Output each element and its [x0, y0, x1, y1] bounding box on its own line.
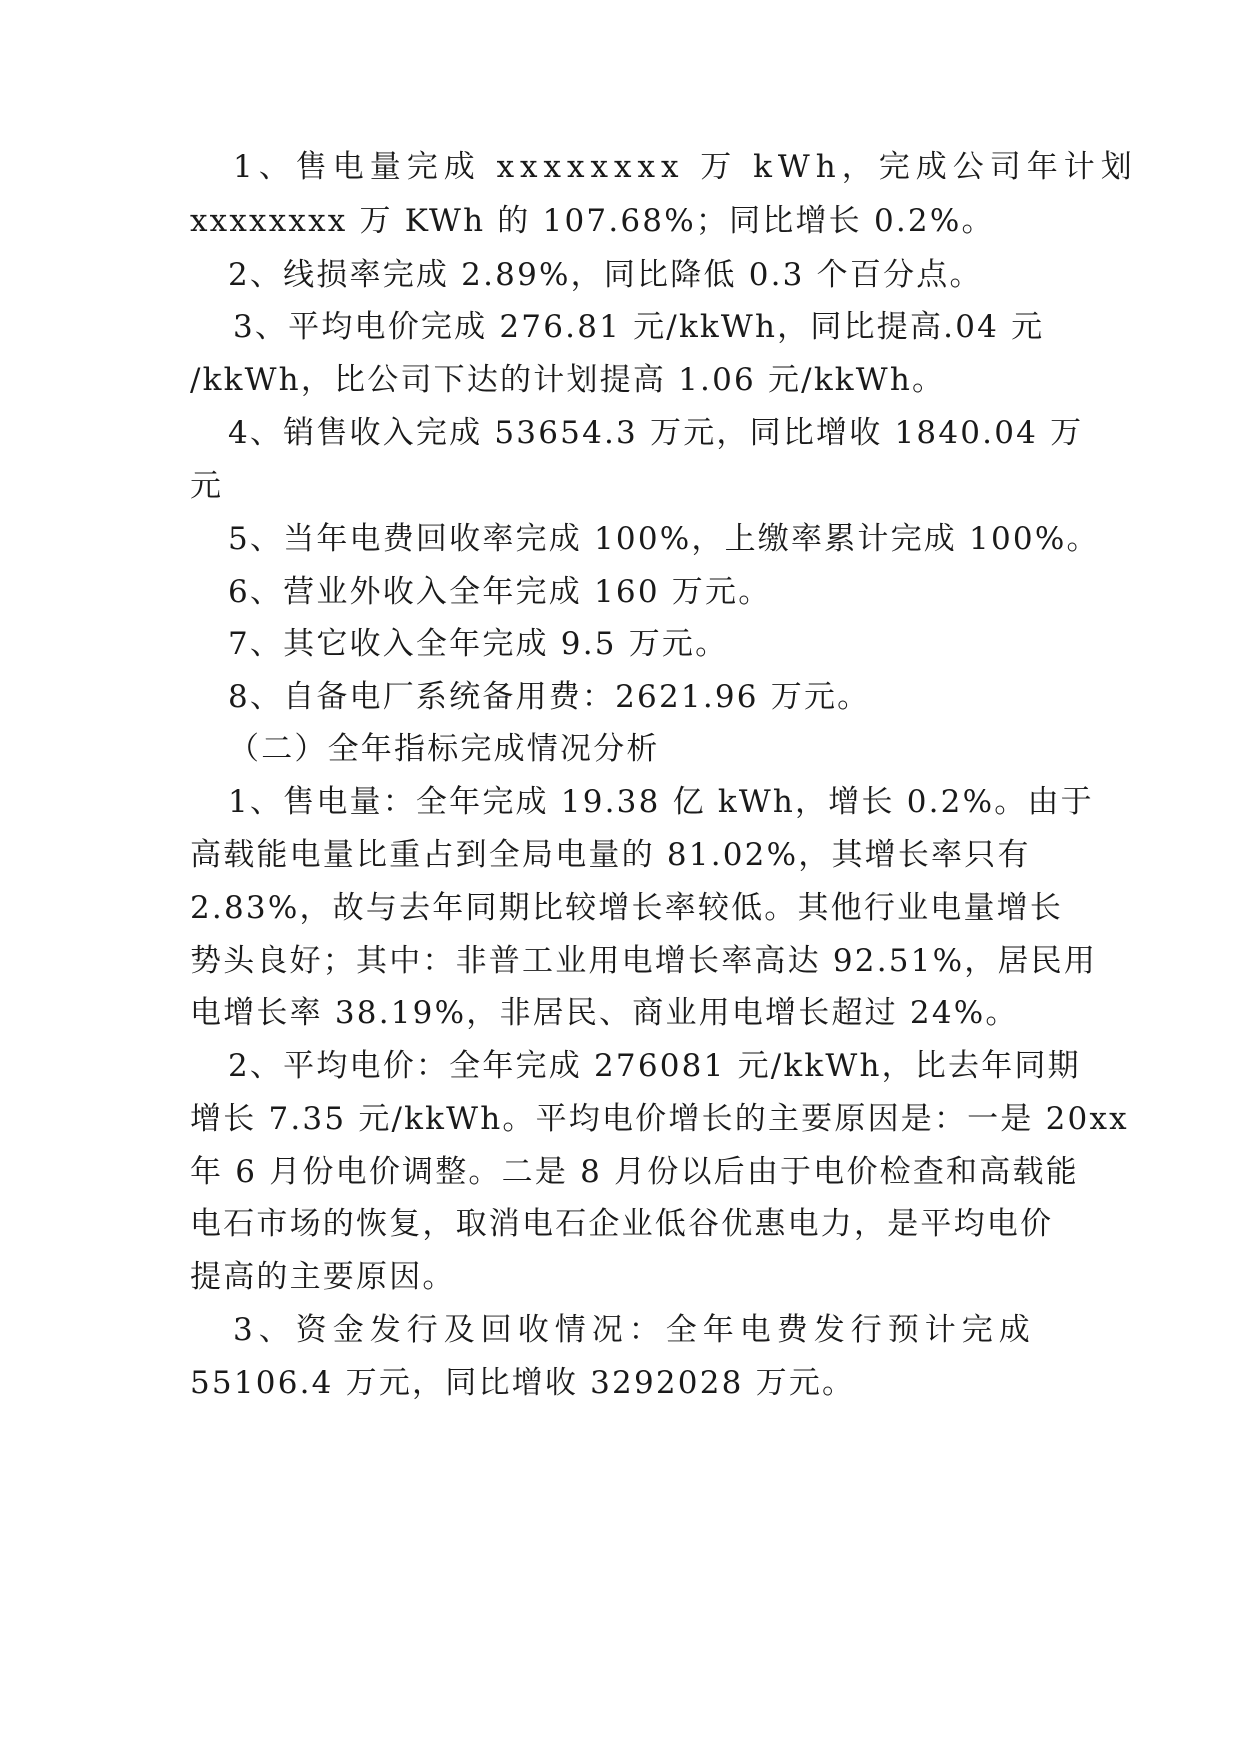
- analysis-2-line-3: 年 6 月份电价调整。二是 8 月份以后由于电价检查和高载能: [190, 1154, 1079, 1190]
- analysis-1-line-3: 2.83%，故与去年同期比较增长率较低。其他行业电量增长: [190, 890, 1064, 926]
- analysis-1-line-2: 高载能电量比重占到全局电量的 81.02%，其增长率只有: [190, 837, 1031, 873]
- summary-item-6: 6、营业外收入全年完成 160 万元。: [228, 574, 772, 610]
- analysis-2-line-5: 提高的主要原因。: [190, 1259, 456, 1295]
- summary-item-3-line-1: 3、平均电价完成 276.81 元/kkWh，同比提高.04 元: [233, 309, 1045, 345]
- summary-item-8: 8、自备电厂系统备用费：2621.96 万元。: [228, 679, 871, 715]
- summary-item-1-line-2: xxxxxxxx 万 KWh 的 107.68%；同比增长 0.2%。: [190, 203, 995, 239]
- summary-item-7: 7、其它收入全年完成 9.5 万元。: [228, 626, 729, 662]
- section-heading: （二）全年指标完成情况分析: [228, 731, 660, 767]
- summary-item-2: 2、线损率完成 2.89%，同比降低 0.3 个百分点。: [228, 257, 983, 293]
- analysis-3-line-1: 3、资金发行及回收情况：全年电费发行预计完成: [233, 1312, 1036, 1348]
- summary-item-4-line-2: 元: [190, 468, 224, 504]
- summary-item-5: 5、当年电费回收率完成 100%，上缴率累计完成 100%。: [228, 521, 1100, 557]
- analysis-1-line-4: 势头良好；其中：非普工业用电增长率高达 92.51%，居民用: [190, 943, 1098, 979]
- analysis-1-line-1: 1、售电量：全年完成 19.38 亿 kWh，增长 0.2%。由于: [228, 784, 1094, 820]
- summary-item-1-line-1: 1、售电量完成 xxxxxxxx 万 kWh，完成公司年计划: [233, 149, 1138, 185]
- analysis-2-line-1: 2、平均电价：全年完成 276081 元/kkWh，比去年同期: [228, 1048, 1081, 1084]
- analysis-1-line-5: 电增长率 38.19%，非居民、商业用电增长超过 24%。: [190, 995, 1019, 1031]
- analysis-2-line-4: 电石市场的恢复，取消电石企业低谷优惠电力，是平均电价: [190, 1206, 1054, 1242]
- analysis-2-line-2: 增长 7.35 元/kkWh。平均电价增长的主要原因是：一是 20xx: [190, 1101, 1129, 1137]
- analysis-3-line-2: 55106.4 万元，同比增收 3292028 万元。: [190, 1365, 856, 1401]
- summary-item-4-line-1: 4、销售收入完成 53654.3 万元，同比增收 1840.04 万: [228, 415, 1084, 451]
- summary-item-3-line-2: /kkWh，比公司下达的计划提高 1.06 元/kkWh。: [190, 362, 946, 398]
